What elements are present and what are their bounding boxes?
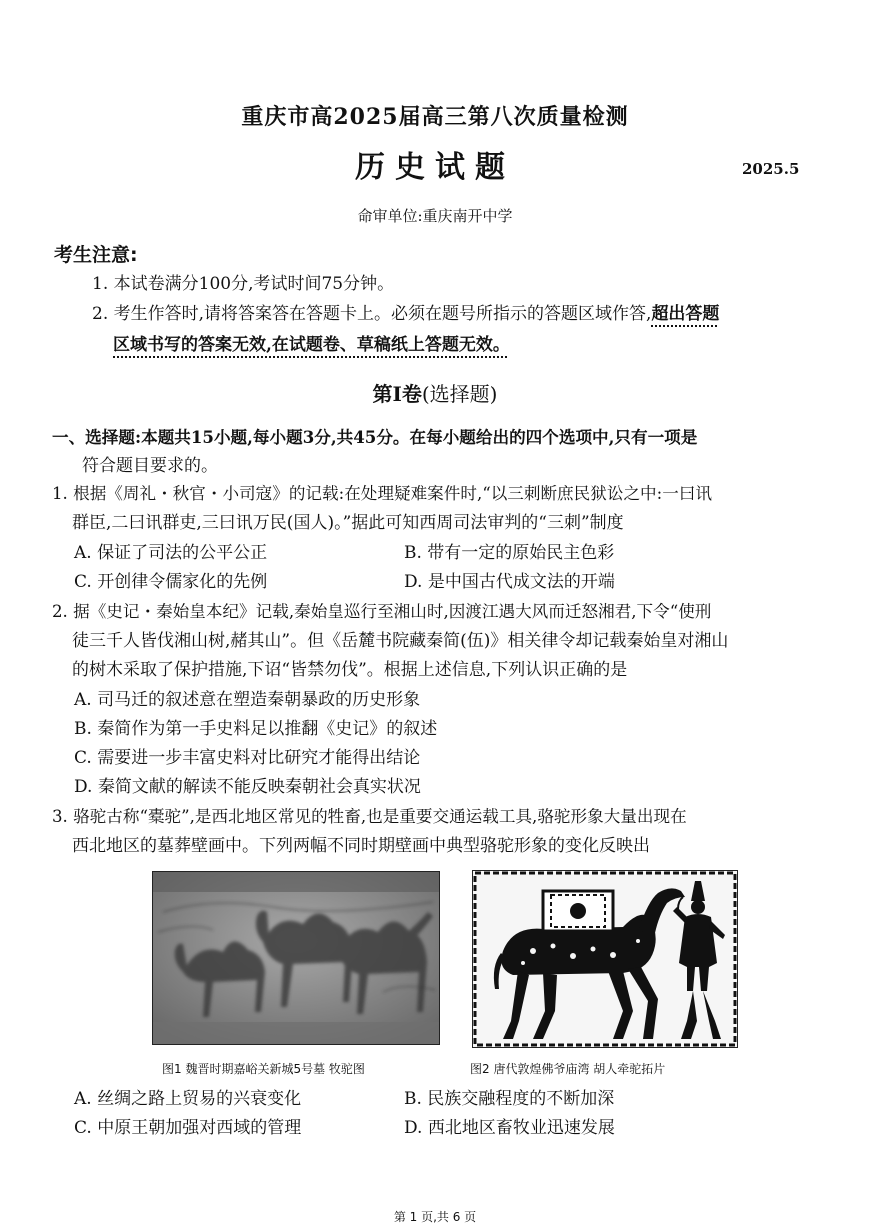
q1-option-c: C. 开创律令儒家化的先例: [74, 572, 268, 592]
q3-stem-line1: 3. 骆驼古称“橐驼”,是西北地区常见的牲畜,也是重要交通运载工具,骆驼形象大量出现在: [52, 807, 687, 826]
q2-stem-line2: 徒三千人皆伐湘山树,赭其山”。但《岳麓书院藏秦简(伍)》相关律令却记载秦始皇对湘山: [72, 631, 729, 651]
q1-stem-line1: 1. 根据《周礼・秋官・小司寇》的记载:在处理疑难案件时,“以三刺断庶民狱讼之中:一曰讯: [52, 484, 713, 503]
subject-title: 历史试题: [355, 150, 515, 185]
figure-2-caption: 图2 唐代敦煌佛爷庙湾 胡人牵驼拓片: [470, 1062, 666, 1076]
q2-option-d: D. 秦简文献的解读不能反映秦朝社会真实状况: [74, 777, 421, 797]
q3-option-c: C. 中原王朝加强对西域的管理: [74, 1118, 302, 1138]
notice-item-2-line1: [92, 300, 719, 328]
author-unit: 命审单位:重庆南开中学: [357, 207, 513, 225]
q2-stem-line3: 的树木采取了保护措施,下诏“皆禁勿伐”。根据上述信息,下列认识正确的是: [72, 660, 628, 680]
exam-title: 重庆市高2025届高三第八次质量检测: [241, 104, 629, 130]
q2-stem-line1: 2. 据《史记・秦始皇本纪》记载,秦始皇巡行至湘山时,因渡江遇大风而迁怒湘君,下令“使刑: [52, 602, 712, 621]
notice-heading: 考生注意:: [54, 244, 138, 266]
notice-item-2-text: 2. 考生作答时,请将答案答在答题卡上。必须在题号所指示的答题区域作答,: [92, 304, 652, 324]
q3-option-d: D. 西北地区畜牧业迅速发展: [404, 1118, 615, 1138]
q3-option-a: A. 丝绸之路上贸易的兴衰变化: [74, 1089, 302, 1109]
camel-mural-illustration: [153, 872, 439, 1044]
q3-stem-line2: 西北地区的墓葬壁画中。下列两幅不同时期壁画中典型骆驼形象的变化反映出: [72, 836, 650, 856]
figure-1-camel-herding-mural: [152, 871, 440, 1045]
figure-2-camel-rubbing: [472, 870, 738, 1048]
q1-option-b: B. 带有一定的原始民主色彩: [404, 543, 615, 563]
q3-option-b: B. 民族交融程度的不断加深: [404, 1089, 615, 1109]
section-title-sub: (选择题): [421, 382, 498, 406]
part1-instruction-line2: 符合题目要求的。: [82, 456, 218, 476]
q2-option-a: A. 司马迁的叙述意在塑造秦朝暴政的历史形象: [74, 690, 421, 710]
page-number: 第 1 页,共 6 页: [393, 1210, 477, 1224]
q2-option-c: C. 需要进一步丰富史料对比研究才能得出结论: [74, 748, 421, 768]
notice-item-2-line2: 区域书写的答案无效,在试题卷、草稿纸上答题无效。: [113, 335, 510, 355]
part1-instruction-line1: 一、选择题:本题共15小题,每小题3分,共45分。在每小题给出的四个选项中,只有一项是: [52, 427, 698, 447]
q1-stem-line2: 群臣,二曰讯群吏,三曰讯万民(国人)。”据此可知西周司法审判的“三刺”制度: [72, 513, 624, 533]
notice-item-2-emphasis: 超出答题: [651, 304, 720, 324]
figure-1-caption: 图1 魏晋时期嘉峪关新城5号墓 牧驼图: [162, 1062, 365, 1076]
camel-rubbing-illustration: [473, 871, 737, 1047]
q2-option-b: B. 秦简作为第一手史料足以推翻《史记》的叙述: [74, 719, 438, 739]
section-title-main: 第Ⅰ卷: [372, 382, 422, 406]
notice-item-1: 1. 本试卷满分100分,考试时间75分钟。: [92, 274, 395, 294]
section-title: [0, 378, 870, 407]
q1-option-d: D. 是中国古代成文法的开端: [404, 572, 615, 592]
exam-date: 2025.5: [742, 160, 800, 178]
q1-option-a: A. 保证了司法的公平公正: [74, 543, 268, 563]
